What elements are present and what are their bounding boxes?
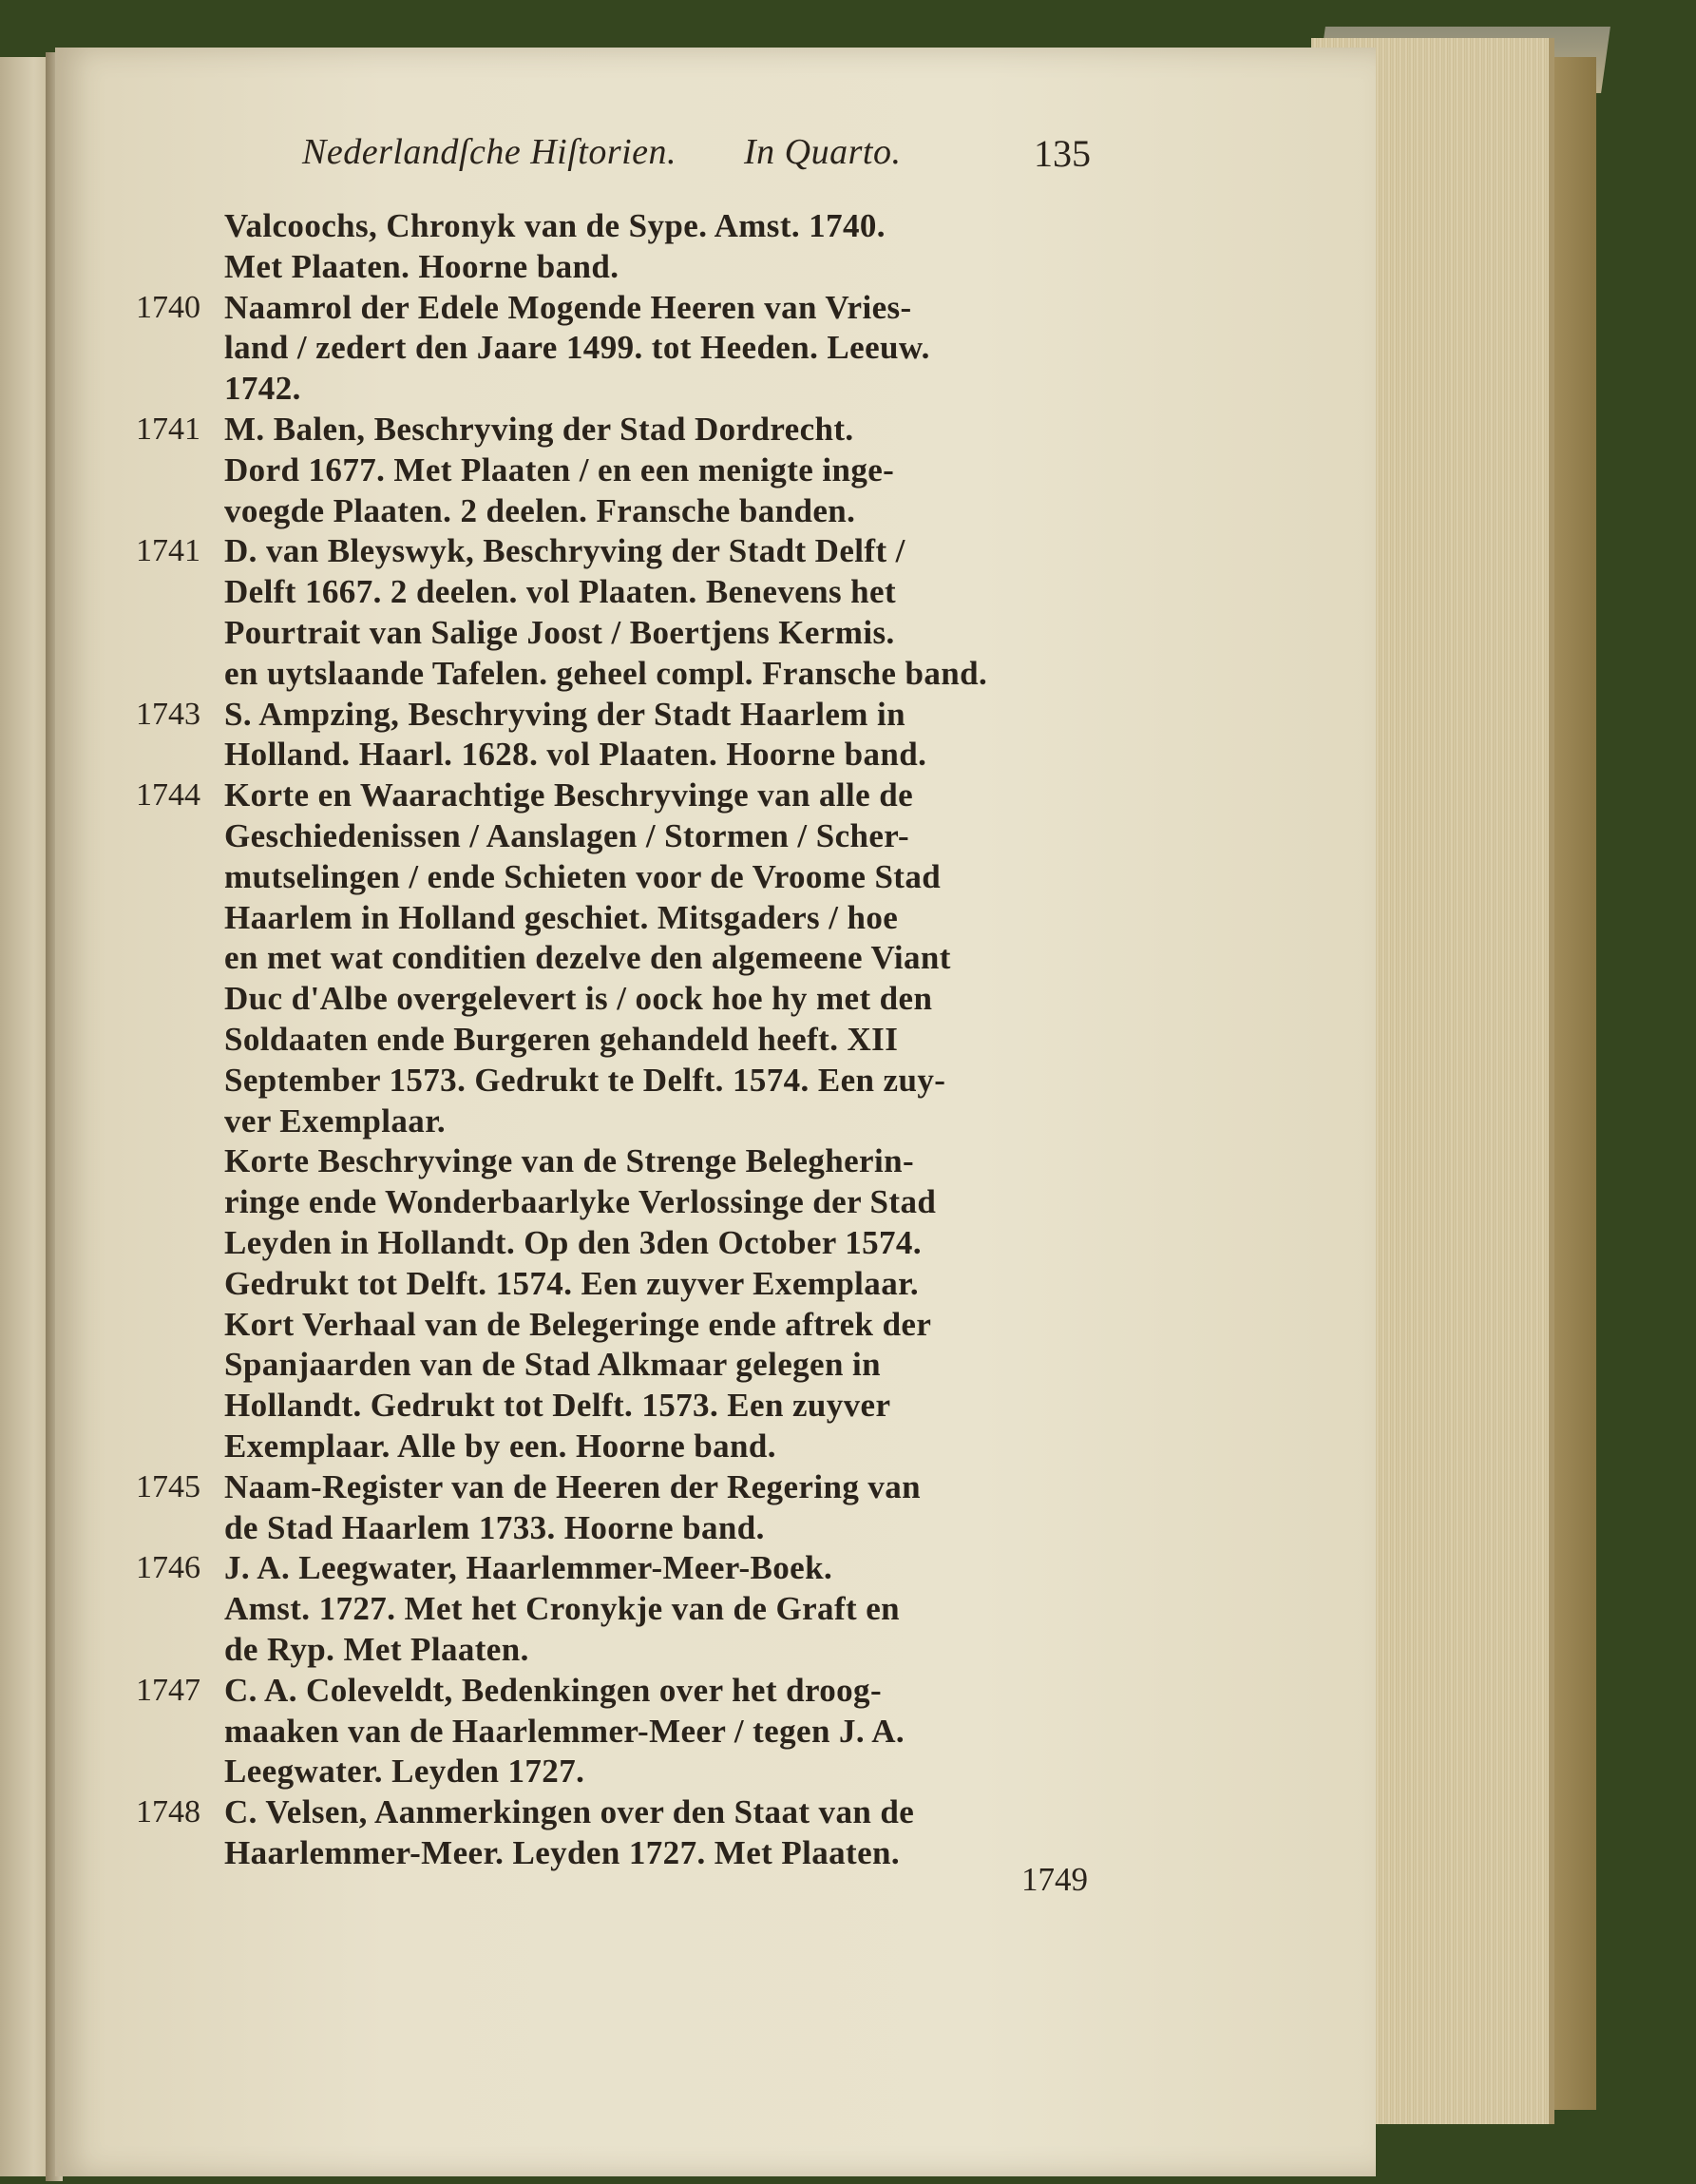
- entry-text: Haarlemmer-Meer. Leyden 1727. Met Plaaten.: [224, 1834, 901, 1871]
- entry-year: 1746: [136, 1550, 200, 1586]
- entry-year: 1741: [136, 412, 200, 447]
- entry-text: September 1573. Gedrukt te Delft. 1574. Een zuy-: [224, 1061, 946, 1099]
- entry-text: Leegwater. Leyden 1727.: [224, 1753, 585, 1791]
- entry-year: 1748: [136, 1794, 200, 1830]
- entry-text: M. Balen, Beschryving der Stad Dordrecht.: [224, 411, 854, 448]
- entry-text: S. Ampzing, Beschryving der Stadt Haarlem in: [224, 695, 905, 733]
- entry-text: Hollandt. Gedrukt tot Delft. 1573. Een zuyver: [224, 1387, 891, 1425]
- entry-text: Haarlem in Holland geschiet. Mitsgaders / hoe: [224, 898, 899, 936]
- entry-text: Kort Verhaal van de Belegeringe ende aftrek der: [224, 1305, 932, 1343]
- entry-text: de Stad Haarlem 1733. Hoorne band.: [224, 1508, 765, 1546]
- entry-text: en uytslaande Tafelen. geheel compl. Fransche band.: [224, 654, 988, 692]
- entry-text: Pourtrait van Salige Joost / Boertjens Kermis.: [224, 614, 895, 651]
- entry-text: D. van Bleyswyk, Beschryving der Stadt Delft /: [224, 532, 905, 570]
- entry-text: J. A. Leegwater, Haarlemmer-Meer-Boek.: [224, 1549, 833, 1587]
- entry-text: Gedrukt tot Delft. 1574. Een zuyver Exemplaar.: [224, 1264, 919, 1302]
- entry-text: Exemplaar. Alle by een. Hoorne band.: [224, 1427, 776, 1465]
- entry-text: Naamrol der Edele Mogende Heeren van Vries-: [224, 288, 912, 326]
- entry-text: Valcoochs, Chronyk van de Sype. Amst. 1740.: [224, 207, 886, 244]
- entry-year: 1744: [136, 777, 200, 814]
- entry-year: 1743: [136, 696, 200, 732]
- entry-text: Holland. Haarl. 1628. vol Plaaten. Hoorne band.: [224, 736, 927, 774]
- entry-text: Amst. 1727. Met het Cronykje van de Graft en: [224, 1590, 901, 1628]
- entry-text: Geschiedenissen / Aanslagen / Stormen / Scher-: [224, 817, 909, 854]
- entry-text: Delft 1667. 2 deelen. vol Plaaten. Benevens het: [224, 573, 897, 611]
- entry-text: Leyden in Hollandt. Op den 3den October 1574.: [224, 1224, 922, 1261]
- entry-text: en met wat conditien dezelve den algemeene Viant: [224, 939, 951, 977]
- entry-text: Duc d'Albe overgelevert is / oock hoe hy met den: [224, 980, 933, 1018]
- header-title: Nederlandſche Hiſtorien.: [302, 132, 677, 172]
- entry-text: Korte en Waarachtige Beschryvinge van alle de: [224, 776, 914, 814]
- entry-text: Naam-Register van de Heeren der Regering van: [224, 1467, 922, 1505]
- entry-text: voegde Plaaten. 2 deelen. Fransche banden.: [224, 491, 856, 529]
- catchword: 1749: [1021, 1861, 1088, 1898]
- page-number: 135: [1034, 132, 1091, 175]
- entry-text: mutselingen / ende Schieten voor de Vroome Stad: [224, 857, 942, 895]
- entry-text: C. A. Coleveldt, Bedenkingen over het droog-: [224, 1671, 882, 1709]
- entry-text: Met Plaaten. Hoorne band.: [224, 247, 619, 285]
- entry-year: 1747: [136, 1672, 200, 1708]
- entry-year: 1745: [136, 1468, 200, 1504]
- entry-text: Dord 1677. Met Plaaten / en een menigte inge-: [224, 450, 895, 489]
- entry-year: 1740: [136, 289, 200, 325]
- entry-text: de Ryp. Met Plaaten.: [224, 1631, 529, 1668]
- entry-text: ringe ende Wonderbaarlyke Verlossinge der Stad: [224, 1183, 937, 1221]
- entry-text: maaken van de Haarlemmer-Meer / tegen J. A.: [224, 1712, 905, 1750]
- entry-text: ver Exemplaar.: [224, 1102, 447, 1140]
- header-section: In Quarto.: [744, 132, 902, 172]
- entry-year: 1741: [136, 533, 200, 569]
- running-header: [302, 131, 1110, 188]
- entry-text: land / zedert den Jaare 1499. tot Heeden. Leeuw.: [224, 329, 930, 367]
- entry-text: Soldaaten ende Burgeren gehandeld heeft. XII: [224, 1021, 899, 1058]
- entry-text: C. Velsen, Aanmerkingen over den Staat van de: [224, 1793, 915, 1831]
- entry-text: Spanjaarden van de Stad Alkmaar gelegen in: [224, 1346, 881, 1384]
- entry-text: 1742.: [224, 370, 301, 408]
- entry-text: Korte Beschryvinge van de Strenge Belegherin-: [224, 1142, 914, 1180]
